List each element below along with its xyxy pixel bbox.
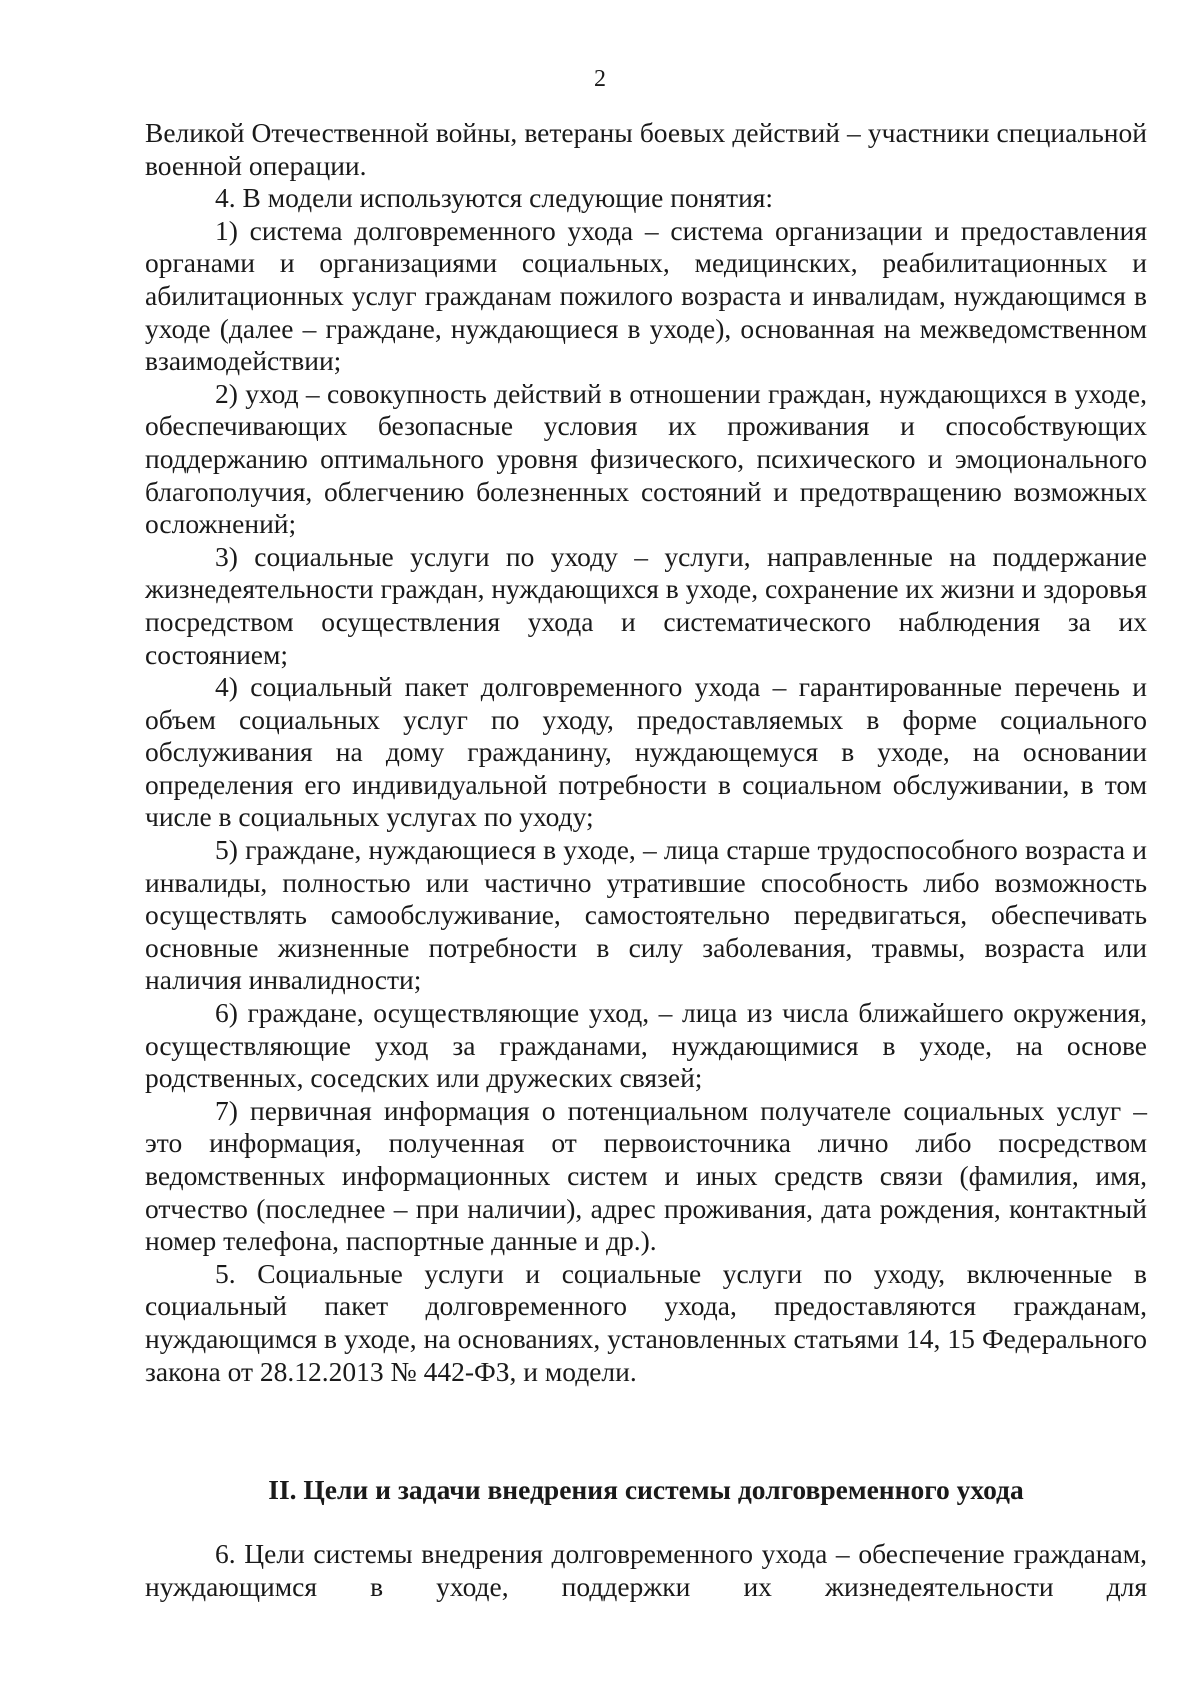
definition-3: 3) социальные услуги по уходу – услуги, направленные на поддержание жизнедеятельности граждан, нуждающихся в уходе, сохранение их жизни и здоровья посредством осуществления ухода и систематического наблюдения за их состоянием; <box>145 540 1148 670</box>
paragraph-item-4: 4. В модели используются следующие понятия: <box>215 182 774 214</box>
definition-5: 5) граждане, нуждающиеся в уходе, – лица старше трудоспособного возраста и инвалиды, полностью или частично утратившие способность либо возможность осуществлять самообслуживание, самостоятельно передвигаться, обеспечивать основные жизненные потребности в силу заболевания, травмы, возраста или наличия инвалидности; <box>145 834 1147 996</box>
definition-1: 1) система долговременного ухода – система организации и предоставления органами и организациями социальных, медицинских, реабилитационных и абилитационных услуг гражданам пожилого возраста и инвалидам, нуждающимся в уходе (далее – граждане, нуждающиеся в уходе), основанная на межведомственном взаимодействии; <box>145 214 1147 377</box>
page-number: 2 <box>594 66 606 92</box>
document-body <box>145 117 1147 1388</box>
paragraph-continuation: Великой Отечественной войны, ветераны боевых действий – участники специальной военной операции. <box>145 117 1147 181</box>
definition-2: 2) уход – совокупность действий в отношении граждан, нуждающихся в уходе, обеспечивающих безопасные условия их проживания и способствующих поддержанию оптимального уровня физического, психического и эмоционального благополучия, облегчению болезненных состояний и предотвращению возможных осложнений; <box>145 377 1147 540</box>
definition-4: 4) социальный пакет долговременного ухода – гарантированные перечень и объем социальных услуг по уходу, предоставляемых в форме социального обслуживания на дому гражданину, нуждающемуся в уходе, на основании определения его индивидуальной потребности в социальном обслуживании, в том числе в социальных услугах по уходу; <box>145 671 1147 833</box>
document-body-continued <box>145 1538 1147 1603</box>
section-heading: II. Цели и задачи внедрения системы долговременного ухода <box>268 1474 1024 1505</box>
paragraph-item-6: 6. Цели системы внедрения долговременного ухода – обеспечение гражданам, нуждающимся в уходе, поддержки их жизнедеятельности для <box>145 1538 1147 1602</box>
paragraph-item-5: 5. Социальные услуги и социальные услуги по уходу, включенные в социальный пакет долговременного ухода, предоставляются гражданам, нуждающимся в уходе, на основаниях, установленных статьями 14, 15 Федерального закона от 28.12.2013 № 442-ФЗ, и модели. <box>145 1257 1147 1387</box>
definition-6: 6) граждане, осуществляющие уход, – лица из числа ближайшего окружения, осуществляющие уход за гражданами, нуждающимися в уходе, на основе родственных, соседских или дружеских связей; <box>145 997 1147 1094</box>
definition-7: 7) первичная информация о потенциальном получателе социальных услуг – это информация, полученная от первоисточника лично либо посредством ведомственных информационных систем и иных средств связи (фамилия, имя, отчество (последнее – при наличии), адрес проживания, дата рождения, контактный номер телефона, паспортные данные и др.). <box>145 1094 1147 1257</box>
